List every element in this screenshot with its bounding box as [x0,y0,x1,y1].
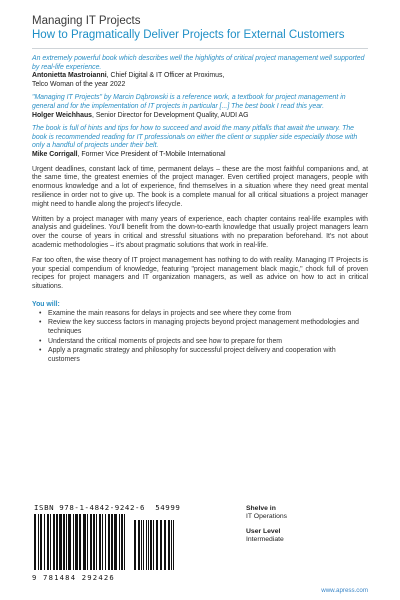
quote-author: Mike Corrigall [32,150,78,158]
you-will-heading: You will: [32,300,60,308]
shelving-info [246,505,287,545]
quote-role: , Senior Director for Development Quality, AUDI AG [92,111,249,119]
quote-role: , Chief Digital & IT Officer at Proximus, [106,72,225,80]
quote-text: An extremely powerful book which describes well the highlights of critical project management well supported by real-life experience. [32,55,365,71]
quote-attribution [32,151,368,160]
book-title: Managing IT Projects [32,15,141,27]
quote-author: Antonietta Mastroianni [32,72,107,80]
quote-attribution [32,112,368,121]
barcode-bars-icon [34,514,177,572]
shelve-label: Shelve in [246,505,276,512]
isbn-number: ISBN 978-1-4842-9242-6 [34,503,146,512]
list-item: • Apply a pragmatic strategy and philosophy for successful project delivery and cooperation with customers [48,347,368,364]
quote-2 [32,94,368,120]
list-item: • Review the key success factors in managing projects beyond project management methodologies and techniques [48,319,368,336]
isbn-label [34,503,180,512]
quote-text: The book is full of hints and tips for how to succeed and avoid the many pitfalls that await the unwary. The book is recommended reading for IT professionals on either the client or supplier side especially those with only a handful of projects under their belt. [32,125,358,150]
list-item: • Understand the critical moments of projects and see how to prepare for them [48,338,368,347]
body-paragraph-3: Far too often, the wise theory of IT project management has nothing to do with reality. Managing IT Projects is your special compendium of knowledge, featuring "project management black magic," chock full of proven recipes for project managers and IT organization managers, as well as advice on how to act in critical situations. [32,256,368,291]
level-value: Intermediate [246,536,284,544]
divider [32,48,368,49]
barcode [32,503,181,583]
quote-3 [32,125,368,159]
level-label: User Level [246,527,281,535]
body-paragraph-1: Urgent deadlines, constant lack of time, permanent delays – these are the most faithful companions and, at the same time, the greatest enemies of the project manager. Even certified project managers, people with enormous knowledge and a lot of experience, find themselves in a situation where they need great mental resilience in order not to give up. The book is a complete manual for all critical situations a project manager might need to handle along the project's lifecycle. [32,165,368,208]
quote-1 [32,55,368,89]
publisher-url[interactable]: www.apress.com [321,587,368,594]
quote-role: , Former Vice President of T-Mobile International [77,150,226,158]
barcode-digits: 9 781484 292426 [32,573,115,582]
quote-author: Holger Weichhaus [32,111,92,119]
book-subtitle: How to Pragmatically Deliver Projects for External Customers [32,29,345,41]
body-paragraph-2: Written by a project manager with many years of experience, each chapter contains real-life examples with analysis and guidelines. You'll benefit from the down-to-earth knowledge that usually project managers learn over the course of years in critical and stressful situations with no preparation beforehand. It's not about academic methodologies – it's about pragmatic solutions that work in real-life. [32,215,368,249]
quote-text: "Managing IT Projects" by Marcin Dąbrowski is a reference work, a textbook for project management in general and for the implementation of IT projects in particular [...] The best book I read this year. [32,94,346,110]
quote-attribution [32,72,368,81]
cover-footer [32,503,368,593]
price-code: 54999 [155,503,181,512]
you-will-list [32,310,368,365]
list-item: • Examine the main reasons for delays in projects and see where they come from [48,310,368,319]
quote-role-line2: Telco Woman of the year 2022 [32,80,126,88]
shelve-value: IT Operations [246,513,288,521]
